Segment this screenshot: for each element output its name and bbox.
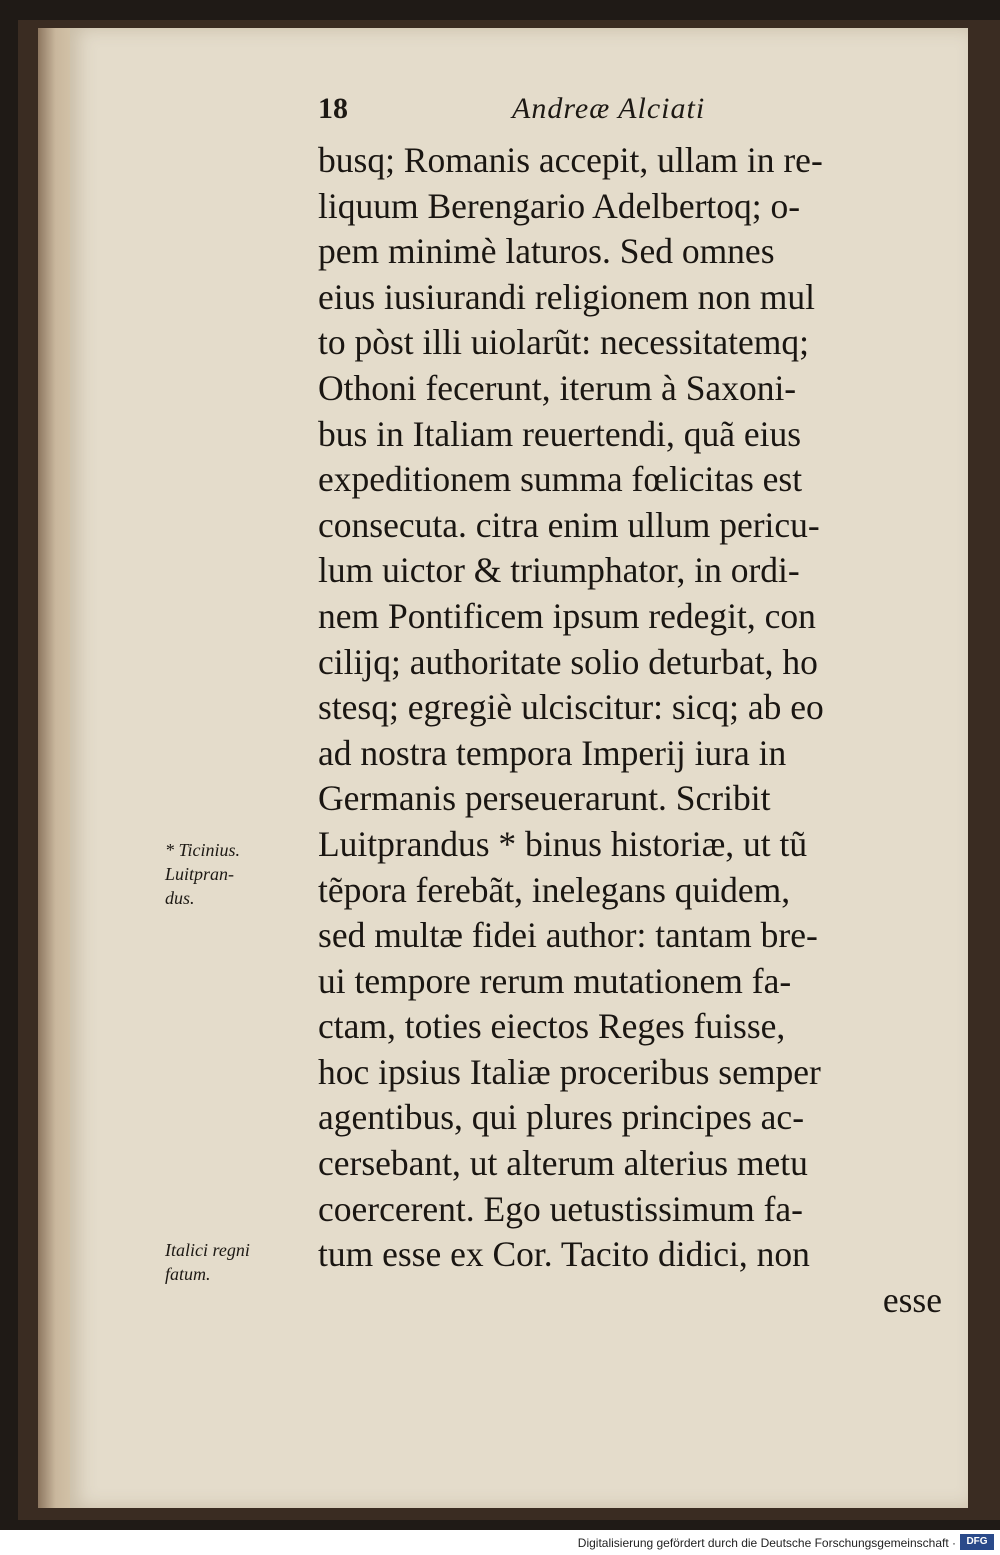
text-line: cilijq; authoritate solio deturbat, ho — [318, 641, 818, 682]
text-line: Luitprandus * binus historiæ, ut tũ — [318, 823, 808, 864]
digitization-footer — [0, 1530, 1000, 1555]
body-text — [318, 138, 948, 1323]
catchword: esse — [882, 1279, 942, 1320]
text-line: ui tempore rerum mutationem fa- — [318, 960, 792, 1001]
text-line: tẽpora ferebãt, inelegans quidem, — [318, 869, 791, 910]
text-line: liquum Berengario Adelbertoq; o- — [318, 185, 801, 226]
text-line: lum uictor & triumphator, in ordi- — [318, 550, 800, 591]
margin-note-luitprandus — [165, 838, 320, 910]
text-line: Othoni fecerunt, iterum à Saxoni- — [318, 367, 797, 408]
text-line: hoc ipsius Italiæ proceribus semper — [318, 1051, 821, 1092]
text-line: stesq; egregiè ulciscitur: sicq; ab eo — [318, 687, 824, 728]
text-line: sed multæ fidei author: tantam bre- — [318, 915, 818, 956]
running-title: Andreæ Alciati — [512, 92, 706, 125]
margin-note-line: Luitpran- — [165, 864, 235, 884]
dfg-logo: DFG — [960, 1534, 994, 1550]
margin-note-line: * Ticinius. — [165, 840, 241, 860]
text-line: coercerent. Ego uetustissimum fa- — [318, 1188, 804, 1229]
funding-credit: Digitalisierung gefördert durch die Deutsche Forschungsgemeinschaft · — [577, 1536, 956, 1550]
running-head — [318, 92, 758, 142]
text-line: ad nostra tempora Imperij iura in — [318, 732, 787, 773]
text-line: ctam, toties eiectos Reges fuisse, — [318, 1006, 786, 1047]
text-line: bus in Italiam reuertendi, quã eius — [318, 413, 802, 454]
text-line: busq; Romanis accepit, ullam in re- — [318, 140, 823, 180]
text-line: Germanis perseuerarunt. Scribit — [318, 778, 771, 819]
text-line: nem Pontificem ipsum redegit, con — [318, 595, 816, 636]
text-line: eius iusiurandi religionem non mul — [318, 276, 815, 317]
margin-note-line: dus. — [165, 888, 195, 908]
text-line: pem minimè laturos. Sed omnes — [318, 231, 775, 272]
margin-note-line: Italici regni — [165, 1240, 250, 1260]
page-number: 18 — [318, 92, 348, 125]
text-line: cersebant, ut alterum alterius metu — [318, 1143, 808, 1184]
text-line: tum esse ex Cor. Tacito didici, non — [318, 1234, 810, 1275]
text-line: agentibus, qui plures principes ac- — [318, 1097, 805, 1138]
margin-note-italici-regni — [165, 1238, 320, 1286]
text-line: consecuta. citra enim ullum pericu- — [318, 504, 820, 545]
text-line: expeditionem summa fœlicitas est — [318, 459, 803, 500]
margin-note-line: fatum. — [165, 1264, 211, 1284]
text-line: to pòst illi uiolarũt: necessitatemq; — [318, 322, 810, 363]
